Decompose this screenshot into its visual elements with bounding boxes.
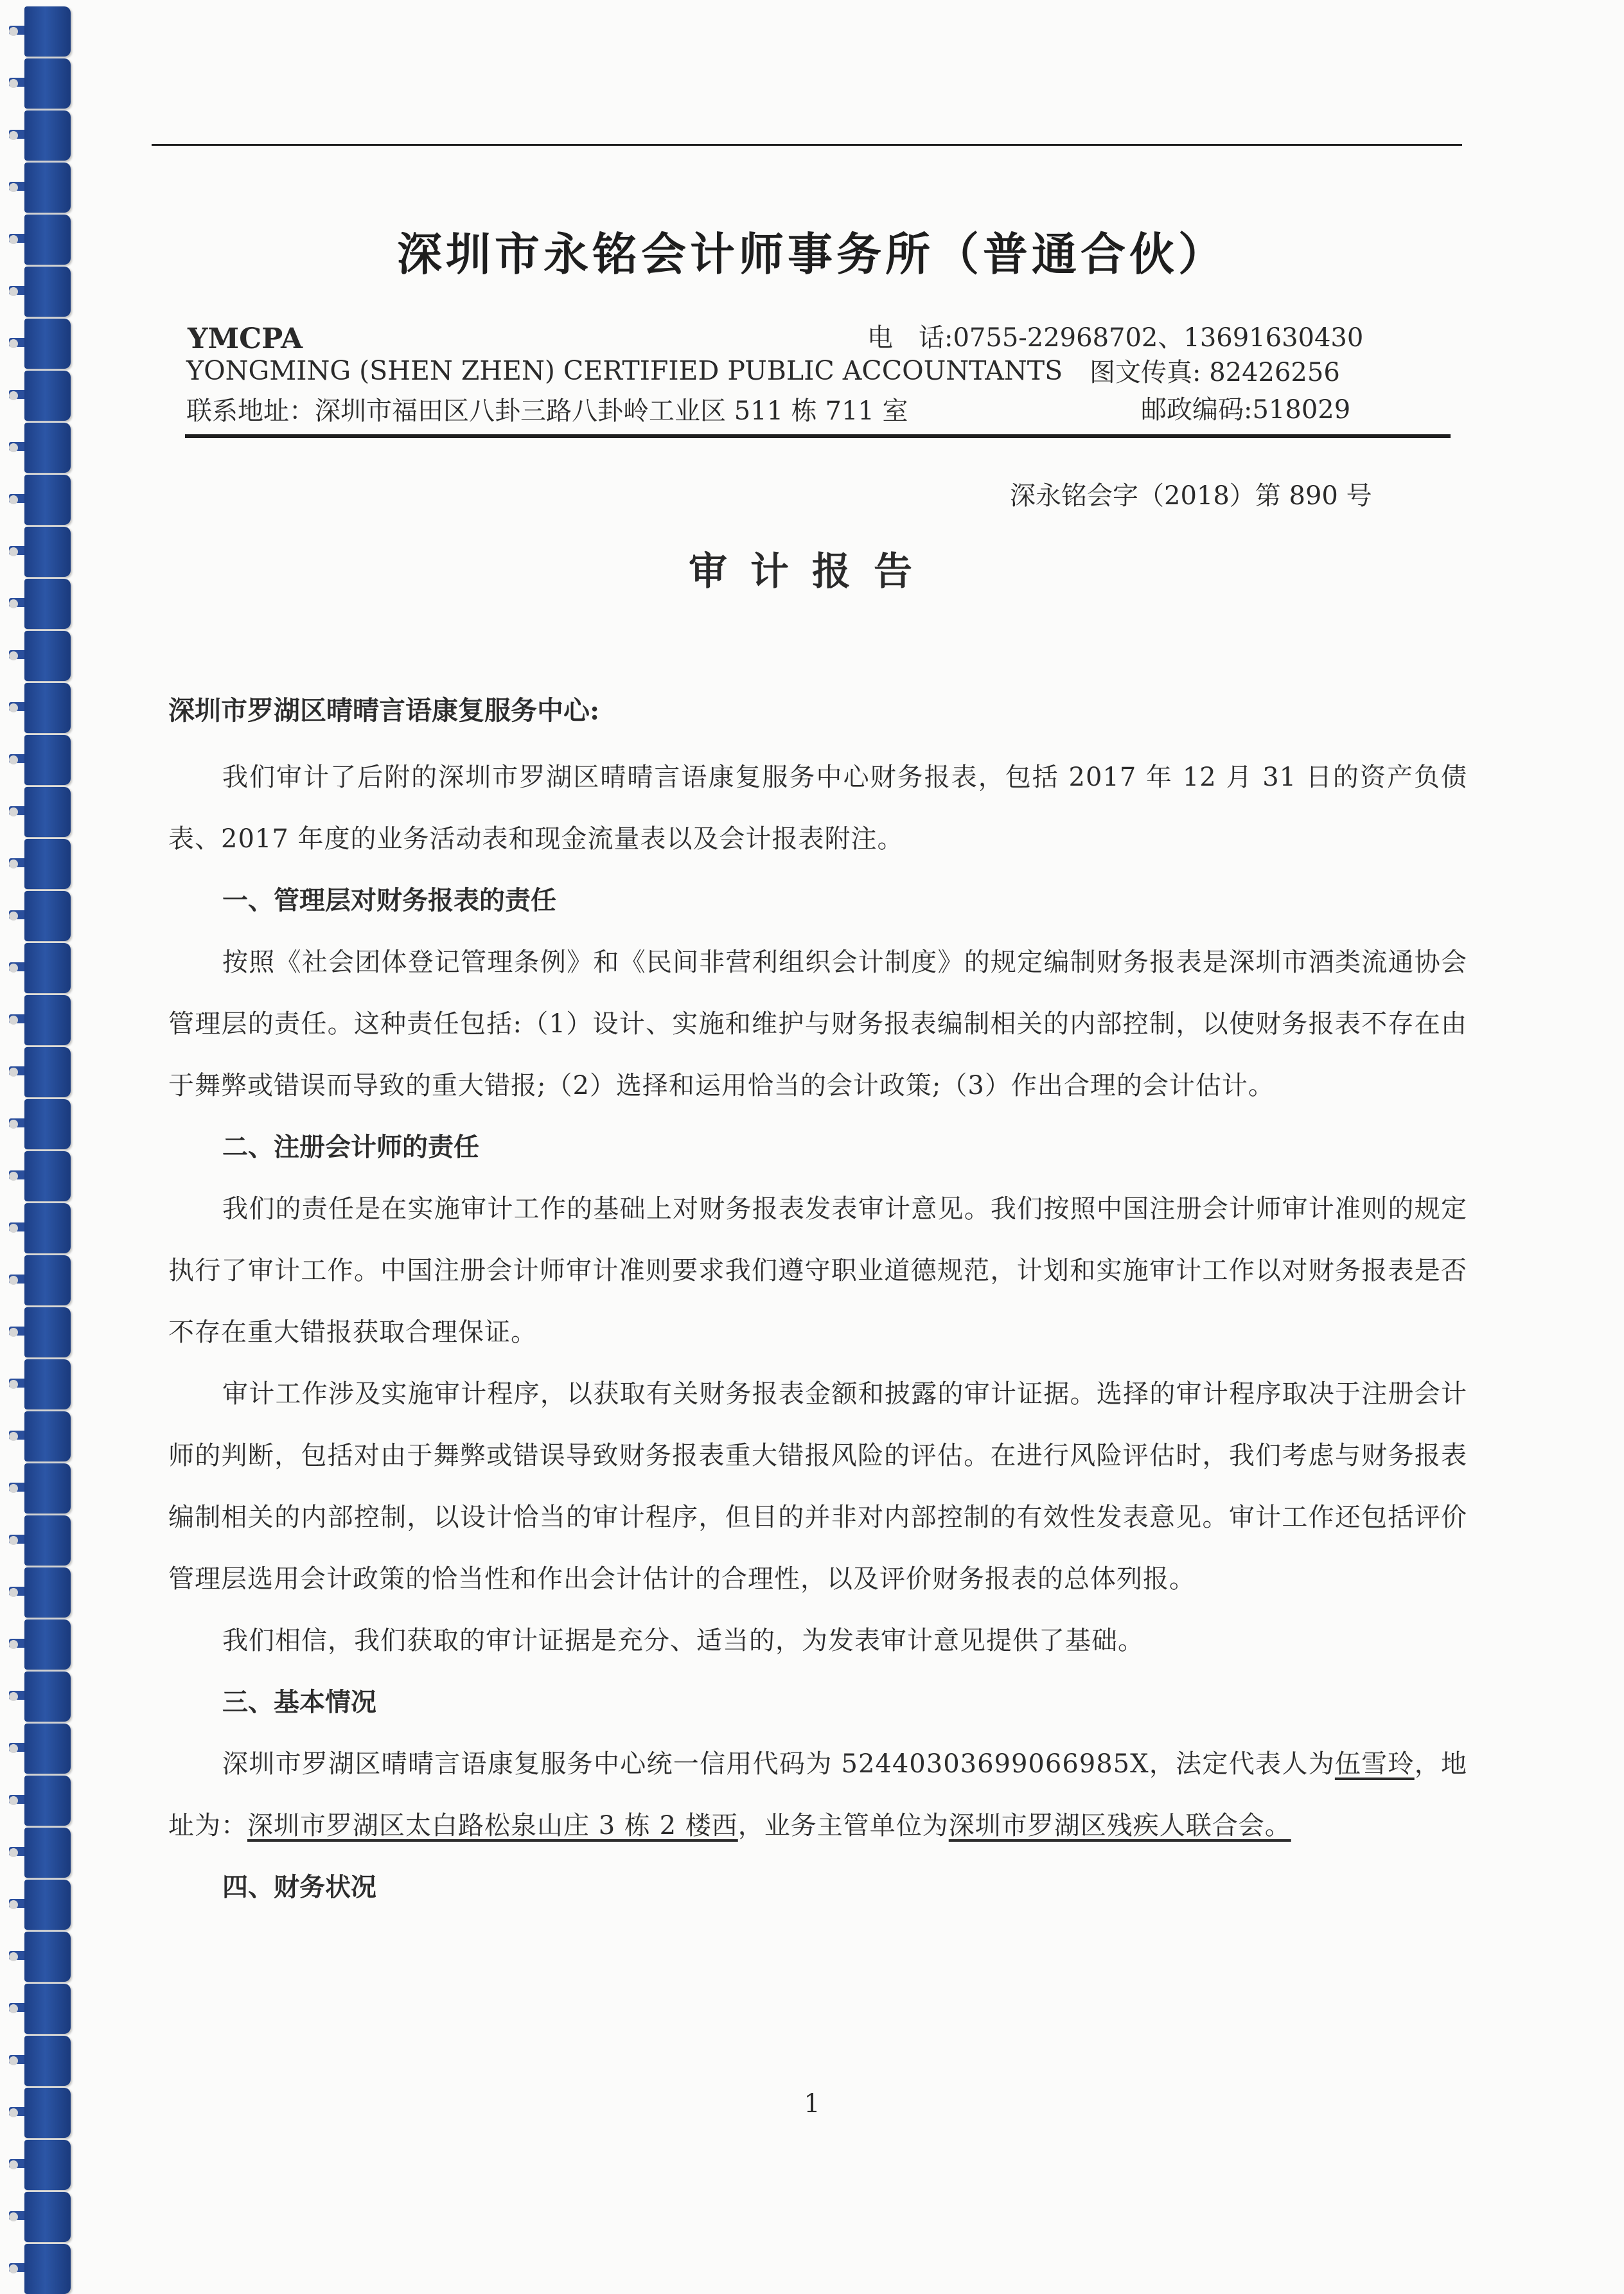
binding-hole: [9, 912, 18, 921]
binding-ring: [24, 2140, 71, 2190]
binding-ring: [24, 1984, 71, 2034]
firm-abbreviation: YMCPA: [188, 322, 303, 355]
binding-ring: [24, 1515, 71, 1566]
binding-hole: [9, 755, 18, 764]
binding-ring: [24, 891, 71, 941]
binding-hole: [9, 287, 18, 296]
binding-hole: [9, 391, 18, 400]
document-reference-number: 深永铭会字（2018）第 890 号: [1010, 481, 1372, 511]
binding-hole: [9, 1224, 18, 1233]
binding-ring: [24, 1724, 71, 1774]
firm-address: 联系地址：深圳市福田区八卦三路八卦岭工业区 511 栋 711 室: [186, 396, 908, 426]
binding-ring: [24, 631, 71, 681]
firm-name-cn: 深圳市永铭会计师事务所（普通合伙）: [397, 228, 1227, 281]
binding-hole: [9, 2004, 18, 2013]
firm-fax: 图文传真: 82426256: [1090, 358, 1340, 387]
firm-phone: 电 话:0755-22968702、13691630430: [867, 323, 1364, 353]
binding-ring: [24, 2192, 71, 2242]
section-1-paragraph: 按照《社会团体登记管理条例》和《民间非营利组织会计制度》的规定编制财务报表是深圳市酒类流通协会管理层的责任。这种责任包括:（1）设计、实施和维护与财务报表编制相关的内部控制，以使财务报表不存在由于舞弊或错误而导致的重大错报;（2）选择和运用恰当的会计政策;（3）作出合理的会计估计。: [168, 948, 1467, 1100]
binding-hole: [9, 1120, 18, 1129]
section-2-heading: 二、注册会计师的责任: [222, 1133, 479, 1162]
registered-address: 深圳市罗湖区太白路松泉山庄 3 栋 2 楼西: [247, 1811, 738, 1840]
binding-hole: [9, 703, 18, 712]
binding-hole: [9, 1744, 18, 1753]
report-body: [168, 689, 1467, 1918]
top-rule: [152, 144, 1462, 146]
binding-ring: [24, 475, 71, 525]
section-4-heading: 四、财务状况: [222, 1873, 376, 1902]
section-3-heading: 三、基本情况: [222, 1688, 376, 1717]
firm-postcode: 邮政编码:518029: [1141, 395, 1351, 425]
binding-hole: [9, 183, 18, 192]
binding-ring: [24, 1932, 71, 1982]
binding-ring: [24, 1359, 71, 1409]
binding-ring: [24, 1880, 71, 1930]
basic-info-text-a: 深圳市罗湖区晴晴言语康复服务中心统一信用代码为 52440303699066985X，法定代表人为: [222, 1749, 1335, 1779]
binding-hole: [9, 1016, 18, 1025]
binding-hole: [9, 1276, 18, 1285]
binding-ring: [24, 683, 71, 733]
section-2-paragraph-3: 我们相信，我们获取的审计证据是充分、适当的，为发表审计意见提供了基础。: [222, 1626, 1144, 1655]
binding-hole: [9, 1796, 18, 1805]
section-2-paragraph-2: 审计工作涉及实施审计程序，以获取有关财务报表金额和披露的审计证据。选择的审计程序取决于注册会计师的判断，包括对由于舞弊或错误导致财务报表重大错报风险的评估。在进行风险评估时，我们考虑与财务报表编制相关的内部控制，以设计恰当的审计程序，但目的并非对内部控制的有效性发表意见。审计工作还包括评价管理层选用会计政策的恰当性和作出会计估计的合理性，以及评价财务报表的总体列报。: [168, 1379, 1467, 1594]
binding-hole: [9, 807, 18, 816]
binding-ring: [24, 1099, 71, 1149]
binding-hole: [9, 131, 18, 140]
binding-hole: [9, 1952, 18, 1961]
binding-hole: [9, 964, 18, 973]
basic-info-text-b: ，地址为：: [168, 1749, 1468, 1840]
supervising-unit: 深圳市罗湖区残疾人联合会。: [948, 1811, 1291, 1840]
binding-hole: [9, 599, 18, 608]
binding-ring: [24, 319, 71, 369]
binding-hole: [9, 495, 18, 504]
binding-ring: [24, 1047, 71, 1097]
binding-ring: [24, 110, 71, 161]
basic-info-text-c: ，业务主管单位为: [737, 1811, 949, 1840]
binding-hole: [9, 1380, 18, 1389]
binding-ring: [24, 1619, 71, 1670]
binding-ring: [24, 1776, 71, 1826]
binding-hole: [9, 2264, 18, 2273]
binding-ring: [24, 2036, 71, 2086]
binding-ring: [24, 2244, 71, 2294]
binding-hole: [9, 2160, 18, 2169]
binding-hole: [9, 339, 18, 348]
binding-ring: [24, 163, 71, 213]
binding-ring: [24, 1151, 71, 1201]
binding-hole: [9, 2212, 18, 2221]
section-3-paragraph: [168, 1733, 1467, 1857]
binding-hole: [9, 79, 18, 88]
binding-hole: [9, 1900, 18, 1909]
binding-ring: [24, 371, 71, 421]
binding-hole: [9, 1432, 18, 1441]
binding-ring: [24, 58, 71, 109]
legal-representative: 伍雪玲: [1334, 1749, 1415, 1779]
binding-hole: [9, 1068, 18, 1077]
binding-hole: [9, 860, 18, 869]
binding-hole: [9, 1328, 18, 1337]
salutation: 深圳市罗湖区晴晴言语康复服务中心:: [168, 695, 600, 726]
section-2-paragraph-1: 我们的责任是在实施审计工作的基础上对财务报表发表审计意见。我们按照中国注册会计师审计准则的规定执行了审计工作。中国注册会计师审计准则要求我们遵守职业道德规范，计划和实施审计工作以对财务报表是否不存在重大错报获取合理保证。: [168, 1194, 1467, 1347]
binding-ring: [24, 995, 71, 1045]
binding-ring: [24, 1203, 71, 1253]
binding-hole: [9, 1848, 18, 1857]
binding-hole: [9, 1692, 18, 1701]
spiral-binding: [0, 0, 84, 2253]
binding-hole: [9, 1172, 18, 1181]
binding-ring: [24, 1672, 71, 1722]
intro-paragraph: 我们审计了后附的深圳市罗湖区晴晴言语康复服务中心财务报表，包括 2017 年 12 月 31 日的资产负债表、2017 年度的业务活动表和现金流量表以及会计报表附注。: [168, 763, 1467, 854]
report-title: 审计报告: [689, 549, 935, 594]
header-bottom-rule: [185, 434, 1451, 438]
binding-hole: [9, 2056, 18, 2065]
binding-ring: [24, 787, 71, 837]
binding-hole: [9, 443, 18, 452]
binding-ring: [24, 1255, 71, 1305]
binding-ring: [24, 1828, 71, 1878]
binding-ring: [24, 1463, 71, 1513]
binding-hole: [9, 1536, 18, 1545]
firm-name-en: YONGMING (SHEN ZHEN) CERTIFIED PUBLIC ACCOUNTANTS: [186, 355, 1063, 386]
binding-hole: [9, 27, 18, 36]
binding-hole: [9, 1640, 18, 1649]
binding-ring: [24, 6, 71, 57]
binding-ring: [24, 839, 71, 889]
binding-hole: [9, 1588, 18, 1597]
binding-ring: [24, 423, 71, 473]
binding-ring: [24, 1307, 71, 1357]
binding-ring: [24, 735, 71, 785]
binding-ring: [24, 943, 71, 993]
binding-ring: [24, 1567, 71, 1618]
binding-ring: [24, 1411, 71, 1461]
binding-hole: [9, 651, 18, 660]
page-number: 1: [804, 2089, 820, 2119]
binding-hole: [9, 1484, 18, 1493]
section-1-heading: 一、管理层对财务报表的责任: [222, 886, 556, 915]
